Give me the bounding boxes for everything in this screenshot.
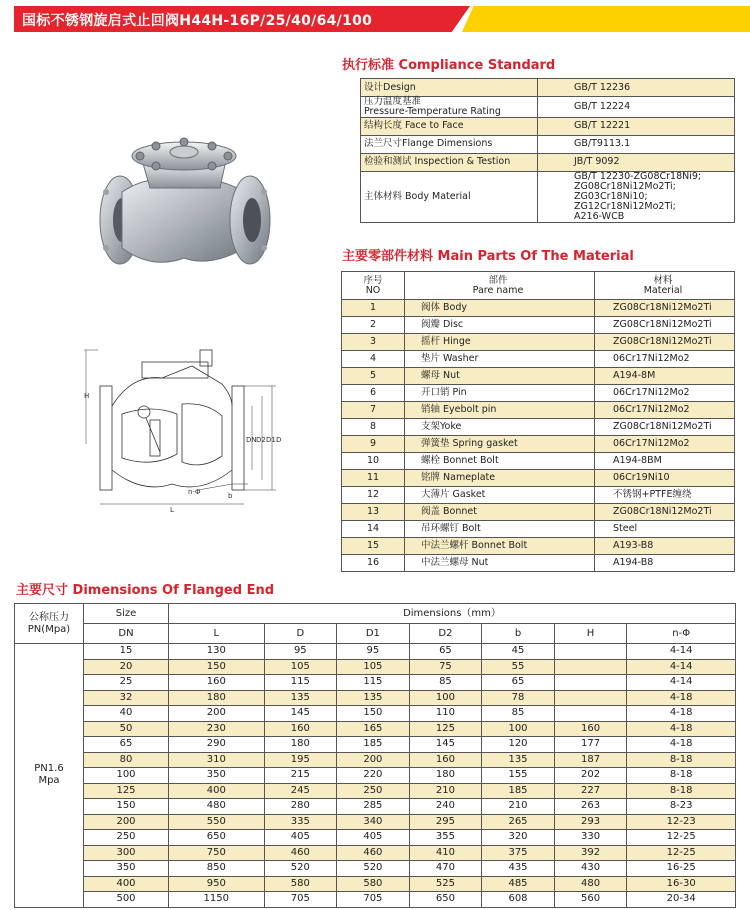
parts-row <box>342 521 735 538</box>
dims-cell: 100 <box>409 690 482 706</box>
dims-col-header-5: b <box>482 624 555 644</box>
page-title: 国标不锈钢旋启式止回阀H44H-16P/25/40/64/100 <box>22 13 373 29</box>
dims-cell <box>554 706 627 722</box>
dims-cell: 4-14 <box>627 659 736 675</box>
dims-cell: 185 <box>337 737 410 753</box>
dims-cell: 227 <box>554 783 627 799</box>
compliance-value: GB/T 12236 <box>538 79 735 97</box>
compliance-label: 主体材料 Body Material <box>361 171 538 222</box>
dims-row <box>15 845 736 861</box>
parts-no: 12 <box>342 487 405 504</box>
dims-cell: 4-14 <box>627 675 736 691</box>
dims-cell: 20-34 <box>627 892 736 908</box>
dims-cell: 250 <box>337 783 410 799</box>
dims-cell: 580 <box>337 876 410 892</box>
parts-no: 6 <box>342 385 405 402</box>
parts-material: 06Cr17Ni12Mo2 <box>595 436 735 453</box>
dims-cell: 105 <box>264 659 337 675</box>
parts-row <box>342 385 735 402</box>
parts-row <box>342 487 735 504</box>
dims-cell: 355 <box>409 830 482 846</box>
parts-material: ZG08Cr18Ni12Mo2Ti <box>595 300 735 317</box>
dims-cell: 230 <box>169 721 265 737</box>
dims-cell: 125 <box>84 783 169 799</box>
parts-row <box>342 351 735 368</box>
parts-name: 阀体 Body <box>405 300 595 317</box>
dims-cell: 608 <box>482 892 555 908</box>
dims-row <box>15 830 736 846</box>
parts-table <box>341 271 735 572</box>
dims-cell: 4-18 <box>627 737 736 753</box>
dims-cell: 520 <box>264 861 337 877</box>
compliance-row <box>361 97 735 118</box>
parts-material: 06Cr17Ni12Mo2 <box>595 402 735 419</box>
label-n-phi: n-Φ <box>188 488 201 496</box>
dims-cell: 150 <box>337 706 410 722</box>
dims-row <box>15 690 736 706</box>
parts-name: 铭牌 Nameplate <box>405 470 595 487</box>
dims-cell: 320 <box>482 830 555 846</box>
dims-cell: 330 <box>554 830 627 846</box>
compliance-label: 检验和测试 Inspection & Testion <box>361 153 538 171</box>
dims-row <box>15 737 736 753</box>
dims-row <box>15 861 736 877</box>
dims-cell: 120 <box>482 737 555 753</box>
parts-row <box>342 419 735 436</box>
dims-row <box>15 768 736 784</box>
dims-cell: 115 <box>337 675 410 691</box>
dims-cell: 135 <box>482 752 555 768</box>
compliance-label: 法兰尺寸Flange Dimensions <box>361 135 538 153</box>
dims-cell: 560 <box>554 892 627 908</box>
dims-row <box>15 675 736 691</box>
dims-cell: 200 <box>337 752 410 768</box>
parts-no: 16 <box>342 555 405 572</box>
dims-cell: 202 <box>554 768 627 784</box>
dims-cell: 200 <box>169 706 265 722</box>
dims-row <box>15 814 736 830</box>
dims-cell: 8-18 <box>627 768 736 784</box>
dims-cell: 405 <box>264 830 337 846</box>
label-L: L <box>170 506 174 514</box>
parts-name: 开口销 Pin <box>405 385 595 402</box>
dims-cell: 155 <box>482 768 555 784</box>
dims-cell: 430 <box>554 861 627 877</box>
dims-cell: 4-14 <box>627 644 736 660</box>
dims-cell: 435 <box>482 861 555 877</box>
parts-no: 5 <box>342 368 405 385</box>
compliance-label: 结构长度 Face to Face <box>361 117 538 135</box>
dims-cell: 45 <box>482 644 555 660</box>
parts-material: 不锈钢+PTFE缠绕 <box>595 487 735 504</box>
dims-col-header-6: H <box>554 624 627 644</box>
dims-cell: 115 <box>264 675 337 691</box>
parts-material: 06Cr19Ni10 <box>595 470 735 487</box>
parts-no: 9 <box>342 436 405 453</box>
dims-cell: 392 <box>554 845 627 861</box>
dims-row <box>15 752 736 768</box>
dims-cell: 550 <box>169 814 265 830</box>
dims-cell <box>554 675 627 691</box>
dims-cell: 180 <box>264 737 337 753</box>
dims-cell: 310 <box>169 752 265 768</box>
dims-cell: 240 <box>409 799 482 815</box>
parts-row <box>342 555 735 572</box>
compliance-value: JB/T 9092 <box>538 153 735 171</box>
dims-cell: 78 <box>482 690 555 706</box>
dims-cell: 350 <box>84 861 169 877</box>
compliance-row <box>361 153 735 171</box>
dims-cell: 8-18 <box>627 752 736 768</box>
parts-no: 7 <box>342 402 405 419</box>
parts-name: 支架Yoke <box>405 419 595 436</box>
compliance-row <box>361 79 735 97</box>
parts-material: ZG08Cr18Ni12Mo2Ti <box>595 504 735 521</box>
parts-header-no: 序号 NO <box>342 272 405 300</box>
dims-cell: 32 <box>84 690 169 706</box>
dims-cell: 650 <box>169 830 265 846</box>
dims-cell: 145 <box>409 737 482 753</box>
dims-cell: 500 <box>84 892 169 908</box>
dims-cell: 4-18 <box>627 721 736 737</box>
parts-material: Steel <box>595 521 735 538</box>
dims-cell: 16-30 <box>627 876 736 892</box>
dims-cell: 470 <box>409 861 482 877</box>
dims-col-header-4: D2 <box>409 624 482 644</box>
dims-cell: 55 <box>482 659 555 675</box>
dims-cell: 705 <box>337 892 410 908</box>
dims-cell: 8-23 <box>627 799 736 815</box>
dims-cell: 165 <box>337 721 410 737</box>
dims-cell: 295 <box>409 814 482 830</box>
dims-cell: 20 <box>84 659 169 675</box>
dims-cell: 177 <box>554 737 627 753</box>
parts-no: 1 <box>342 300 405 317</box>
compliance-row <box>361 135 735 153</box>
dims-col-header-0: DN <box>84 624 169 644</box>
dims-cell: 293 <box>554 814 627 830</box>
label-b: b <box>228 492 233 500</box>
dims-row <box>15 799 736 815</box>
parts-name: 阀盖 Bonnet <box>405 504 595 521</box>
dims-cell: 105 <box>337 659 410 675</box>
dims-cell: 180 <box>409 768 482 784</box>
dims-cell: 12-25 <box>627 830 736 846</box>
dims-cell <box>554 644 627 660</box>
parts-no: 4 <box>342 351 405 368</box>
valve-section-drawing <box>82 344 292 514</box>
dims-cell: 285 <box>337 799 410 815</box>
parts-material: A194-B8 <box>595 555 735 572</box>
dims-cell: 160 <box>169 675 265 691</box>
banner-yellow-band <box>462 6 750 32</box>
label-D2: D2 <box>256 436 266 444</box>
dims-cell: 650 <box>409 892 482 908</box>
dims-cell: 65 <box>409 644 482 660</box>
dims-cell: 85 <box>482 706 555 722</box>
dims-cell: 200 <box>84 814 169 830</box>
dims-cell: 250 <box>84 830 169 846</box>
compliance-label: 压力温度基准 Pressure-Temperature Rating <box>361 97 538 118</box>
dims-cell: 350 <box>169 768 265 784</box>
dims-col-header-7: n-Φ <box>627 624 736 644</box>
parts-row <box>342 504 735 521</box>
parts-material: A194-8M <box>595 368 735 385</box>
dims-cell: 110 <box>409 706 482 722</box>
compliance-value: GB/T 12224 <box>538 97 735 118</box>
parts-row <box>342 470 735 487</box>
dims-cell: 12-23 <box>627 814 736 830</box>
parts-name: 螺母 Nut <box>405 368 595 385</box>
parts-header-material: 材料 Material <box>595 272 735 300</box>
dims-cell: 950 <box>169 876 265 892</box>
dims-cell: 125 <box>409 721 482 737</box>
compliance-label: 设计Design <box>361 79 538 97</box>
parts-name: 阀瓣 Disc <box>405 317 595 334</box>
parts-material: 06Cr17Ni12Mo2 <box>595 351 735 368</box>
dims-cell: 135 <box>264 690 337 706</box>
dims-cell: 15 <box>84 644 169 660</box>
label-H: H <box>84 392 90 400</box>
dims-cell: 95 <box>337 644 410 660</box>
dims-cell: 160 <box>264 721 337 737</box>
compliance-value: GB/T9113.1 <box>538 135 735 153</box>
dims-cell: 705 <box>264 892 337 908</box>
parts-heading: 主要零部件材料 Main Parts Of The Material <box>342 249 634 264</box>
dims-cell: 65 <box>84 737 169 753</box>
dims-cell: 95 <box>264 644 337 660</box>
parts-no: 14 <box>342 521 405 538</box>
parts-row <box>342 334 735 351</box>
parts-row <box>342 300 735 317</box>
dims-cell: 265 <box>482 814 555 830</box>
label-D1: D1 <box>266 436 276 444</box>
dims-cell: 160 <box>409 752 482 768</box>
parts-material: A194-8BM <box>595 453 735 470</box>
dimensions-table <box>14 603 736 908</box>
parts-name: 中法兰螺母 Nut <box>405 555 595 572</box>
dims-cell: 150 <box>169 659 265 675</box>
compliance-value: GB/T 12230-ZG08Cr18Ni9; ZG08Cr18Ni12Mo2Ti; ZG03Cr18Ni10; ZG12Cr18Ni12Mo2Ti; A216-WCB <box>538 171 735 222</box>
dims-cell: 16-25 <box>627 861 736 877</box>
dims-row <box>15 892 736 908</box>
parts-header-name: 部件 Pare name <box>405 272 595 300</box>
dims-cell: 263 <box>554 799 627 815</box>
parts-material: ZG08Cr18Ni12Mo2Ti <box>595 419 735 436</box>
parts-name: 销轴 Eyebolt pin <box>405 402 595 419</box>
parts-material: ZG08Cr18Ni12Mo2Ti <box>595 334 735 351</box>
dims-cell: 375 <box>482 845 555 861</box>
dims-pn-value: PN1.6 Mpa <box>15 644 84 908</box>
dims-row <box>15 644 736 660</box>
compliance-row <box>361 171 735 222</box>
dims-row <box>15 783 736 799</box>
dims-cell: 185 <box>482 783 555 799</box>
compliance-table <box>360 78 735 223</box>
parts-no: 15 <box>342 538 405 555</box>
dims-cell: 40 <box>84 706 169 722</box>
parts-row <box>342 402 735 419</box>
dims-row <box>15 721 736 737</box>
parts-no: 3 <box>342 334 405 351</box>
dims-cell: 525 <box>409 876 482 892</box>
dims-cell: 25 <box>84 675 169 691</box>
dims-col-header-2: D <box>264 624 337 644</box>
compliance-row <box>361 117 735 135</box>
label-DN: DN <box>246 436 257 444</box>
dims-row <box>15 876 736 892</box>
dims-cell: 4-18 <box>627 690 736 706</box>
dims-header-size: Size <box>84 604 169 624</box>
dims-cell: 750 <box>169 845 265 861</box>
dims-cell: 215 <box>264 768 337 784</box>
dims-cell: 135 <box>337 690 410 706</box>
parts-row <box>342 436 735 453</box>
dimensions-heading: 主要尺寸 Dimensions Of Flanged End <box>16 583 275 598</box>
parts-material: 06Cr17Ni12Mo2 <box>595 385 735 402</box>
dims-cell: 290 <box>169 737 265 753</box>
dims-cell: 50 <box>84 721 169 737</box>
dims-cell: 245 <box>264 783 337 799</box>
dims-cell: 85 <box>409 675 482 691</box>
dims-cell: 100 <box>84 768 169 784</box>
dims-cell: 195 <box>264 752 337 768</box>
dims-cell: 460 <box>264 845 337 861</box>
dims-cell: 8-18 <box>627 783 736 799</box>
dims-col-header-1: L <box>169 624 265 644</box>
valve-photo <box>92 132 278 288</box>
dims-cell: 145 <box>264 706 337 722</box>
dims-cell: 335 <box>264 814 337 830</box>
dims-cell: 210 <box>409 783 482 799</box>
parts-no: 8 <box>342 419 405 436</box>
dims-cell: 580 <box>264 876 337 892</box>
label-D: D <box>276 436 282 444</box>
dims-cell <box>554 690 627 706</box>
dims-cell: 150 <box>84 799 169 815</box>
dims-cell: 340 <box>337 814 410 830</box>
compliance-heading: 执行标准 Compliance Standard <box>342 58 556 73</box>
parts-name: 弹簧垫 Spring gasket <box>405 436 595 453</box>
dims-cell: 850 <box>169 861 265 877</box>
dims-cell: 405 <box>337 830 410 846</box>
dims-cell: 100 <box>482 721 555 737</box>
dims-cell: 160 <box>554 721 627 737</box>
parts-row <box>342 368 735 385</box>
dims-cell: 300 <box>84 845 169 861</box>
dims-cell: 460 <box>337 845 410 861</box>
parts-no: 11 <box>342 470 405 487</box>
dims-cell: 520 <box>337 861 410 877</box>
dims-row <box>15 659 736 675</box>
dims-cell: 1150 <box>169 892 265 908</box>
parts-no: 10 <box>342 453 405 470</box>
parts-name: 摇杆 Hinge <box>405 334 595 351</box>
dims-header-dimensions: Dimensions（mm） <box>169 604 736 624</box>
parts-name: 螺栓 Bonnet Bolt <box>405 453 595 470</box>
parts-name: 吊环螺钉 Bolt <box>405 521 595 538</box>
parts-name: 垫片 Washer <box>405 351 595 368</box>
parts-material: A193-B8 <box>595 538 735 555</box>
dims-cell: 400 <box>169 783 265 799</box>
parts-material: ZG08Cr18Ni12Mo2Ti <box>595 317 735 334</box>
dims-header-pn: 公称压力 PN(Mpa) <box>15 604 84 644</box>
parts-row <box>342 453 735 470</box>
parts-row <box>342 538 735 555</box>
dims-cell <box>554 659 627 675</box>
parts-name: 大薄片 Gasket <box>405 487 595 504</box>
dims-cell: 480 <box>554 876 627 892</box>
parts-name: 中法兰螺杆 Bonnet Bolt <box>405 538 595 555</box>
dims-cell: 400 <box>84 876 169 892</box>
title-banner <box>0 6 750 32</box>
dims-cell: 12-25 <box>627 845 736 861</box>
parts-no: 13 <box>342 504 405 521</box>
dims-cell: 485 <box>482 876 555 892</box>
dims-cell: 75 <box>409 659 482 675</box>
dims-row <box>15 706 736 722</box>
dims-cell: 180 <box>169 690 265 706</box>
parts-row <box>342 317 735 334</box>
dims-cell: 80 <box>84 752 169 768</box>
dims-cell: 130 <box>169 644 265 660</box>
dims-cell: 4-18 <box>627 706 736 722</box>
dims-col-header-3: D1 <box>337 624 410 644</box>
dims-cell: 480 <box>169 799 265 815</box>
dims-cell: 280 <box>264 799 337 815</box>
dims-cell: 65 <box>482 675 555 691</box>
dims-cell: 210 <box>482 799 555 815</box>
dims-cell: 187 <box>554 752 627 768</box>
parts-no: 2 <box>342 317 405 334</box>
compliance-value: GB/T 12221 <box>538 117 735 135</box>
dims-cell: 410 <box>409 845 482 861</box>
dims-cell: 220 <box>337 768 410 784</box>
